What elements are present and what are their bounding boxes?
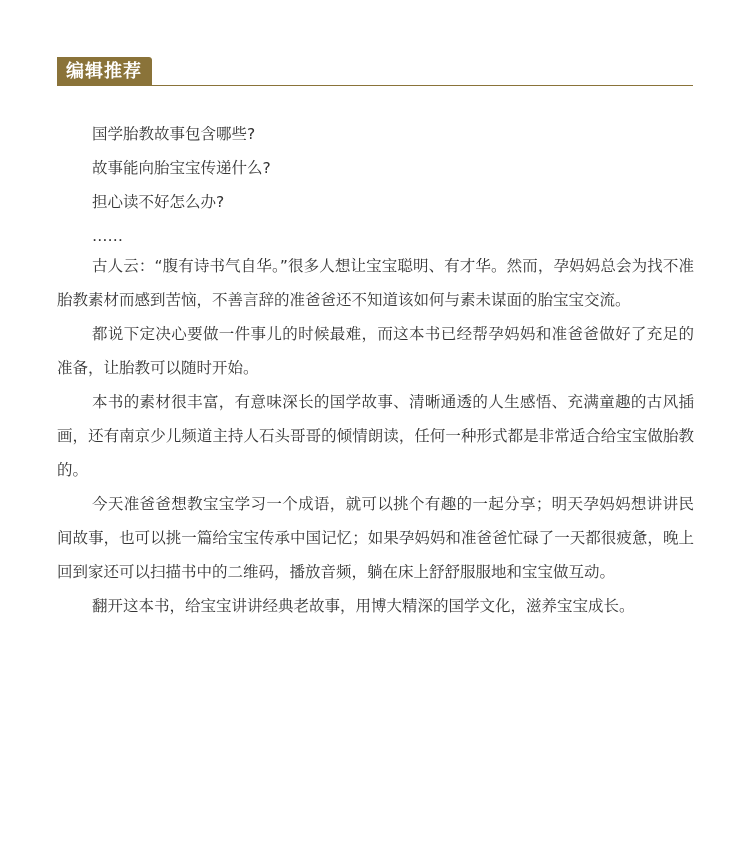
body-text [57,249,694,623]
paragraph: 本书的素材很丰富，有意味深长的国学故事、清晰通透的人生感悟、充满童趣的古风插画，还有南京少儿频道主持人石头哥哥的倾情朗读，任何一种形式都是非常适合给宝宝做胎教的。 [57,393,694,479]
section-header [57,57,693,87]
paragraph: 翻开这本书，给宝宝讲讲经典老故事，用博大精深的国学文化，滋养宝宝成长。 [92,597,635,615]
question-list [92,117,692,253]
ellipsis: …… [92,227,123,245]
header-divider [57,85,693,86]
question-item: 故事能向胎宝宝传递什么? [92,159,271,177]
paragraph: 都说下定决心要做一件事儿的时候最难，而这本书已经帮孕妈妈和准爸爸做好了充足的准备，让胎教可以随时开始。 [57,325,694,377]
paragraph: 今天准爸爸想教宝宝学习一个成语，就可以挑个有趣的一起分享；明天孕妈妈想讲讲民间故事，也可以挑一篇给宝宝传承中国记忆；如果孕妈妈和准爸爸忙碌了一天都很疲惫，晚上回到家还可以扫描书中的二维码，播放音频，躺在床上舒舒服服地和宝宝做互动。 [57,495,694,581]
question-item: 担心读不好怎么办? [92,193,225,211]
paragraph: 古人云：“腹有诗书气自华。”很多人想让宝宝聪明、有才华。然而，孕妈妈总会为找不准胎教素材而感到苦恼，不善言辞的准爸爸还不知道该如何与素未谋面的胎宝宝交流。 [57,257,694,309]
question-item: 国学胎教故事包含哪些? [92,125,256,143]
section-title: 编辑推荐 [57,57,152,86]
